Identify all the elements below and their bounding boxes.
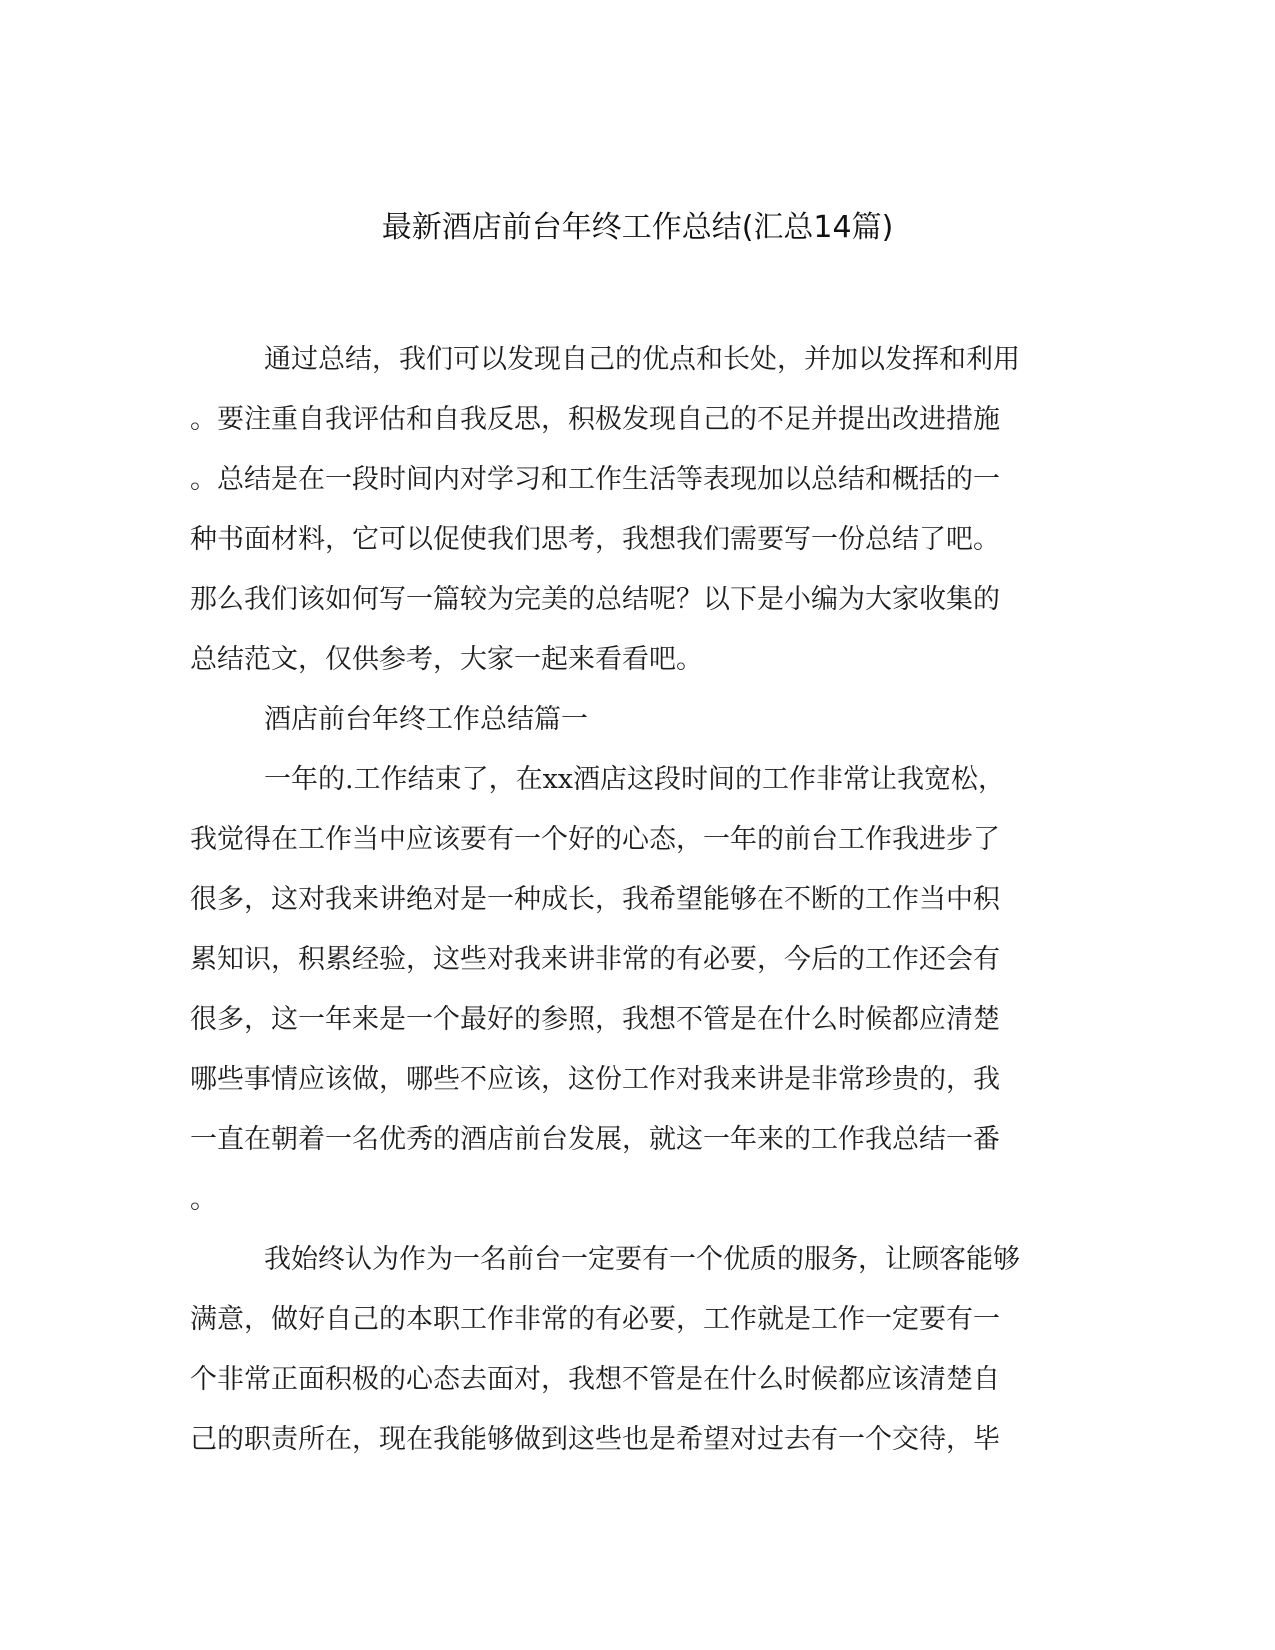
text-line: 很多，这一年来是一个最好的参照，我想不管是在什么时候都应清楚	[190, 1004, 1000, 1035]
text-line: 一直在朝着一名优秀的酒店前台发展，就这一年来的工作我总结一番	[190, 1124, 1000, 1155]
text-line: 我觉得在工作当中应该要有一个好的心态，一年的前台工作我进步了	[190, 824, 1000, 855]
section-heading: 酒店前台年终工作总结篇一	[264, 704, 588, 735]
text-line: 哪些事情应该做，哪些不应该，这份工作对我来讲是非常珍贵的，我	[190, 1064, 1000, 1095]
paragraph-1	[190, 750, 1080, 1230]
intro-paragraph	[190, 330, 1080, 690]
text-line: 累知识，积累经验，这些对我来讲非常的有必要，今后的工作还会有	[190, 944, 1000, 975]
document-title: 最新酒店前台年终工作总结(汇总14篇)	[381, 210, 894, 245]
text-line: 我始终认为作为一名前台一定要有一个优质的服务，让顾客能够	[264, 1244, 1020, 1275]
text-line: 。要注重自我评估和自我反思，积极发现自己的不足并提出改进措施	[190, 404, 1000, 435]
text-line: 满意，做好自己的本职工作非常的有必要，工作就是工作一定要有一	[190, 1304, 1000, 1335]
text-line: 。总结是在一段时间内对学习和工作生活等表现加以总结和概括的一	[190, 464, 1000, 495]
document-body	[190, 330, 1080, 1470]
text-line: 种书面材料，它可以促使我们思考，我想我们需要写一份总结了吧。	[190, 524, 1000, 555]
text-line: 总结范文，仅供参考，大家一起来看看吧。	[190, 644, 703, 675]
text-line: 一年的.工作结束了，在xx酒店这段时间的工作非常让我宽松，	[264, 764, 1006, 795]
text-line: 己的职责所在，现在我能够做到这些也是希望对过去有一个交待，毕	[190, 1424, 1000, 1455]
text-line: 很多，这对我来讲绝对是一种成长，我希望能够在不断的工作当中积	[190, 884, 1000, 915]
text-line: 。	[190, 1184, 217, 1215]
text-line: 那么我们该如何写一篇较为完美的总结呢？以下是小编为大家收集的	[190, 584, 1000, 615]
text-line: 个非常正面积极的心态去面对，我想不管是在什么时候都应该清楚自	[190, 1364, 1000, 1395]
paragraph-2	[190, 1230, 1080, 1470]
text-line: 通过总结，我们可以发现自己的优点和长处，并加以发挥和利用	[264, 344, 1020, 375]
